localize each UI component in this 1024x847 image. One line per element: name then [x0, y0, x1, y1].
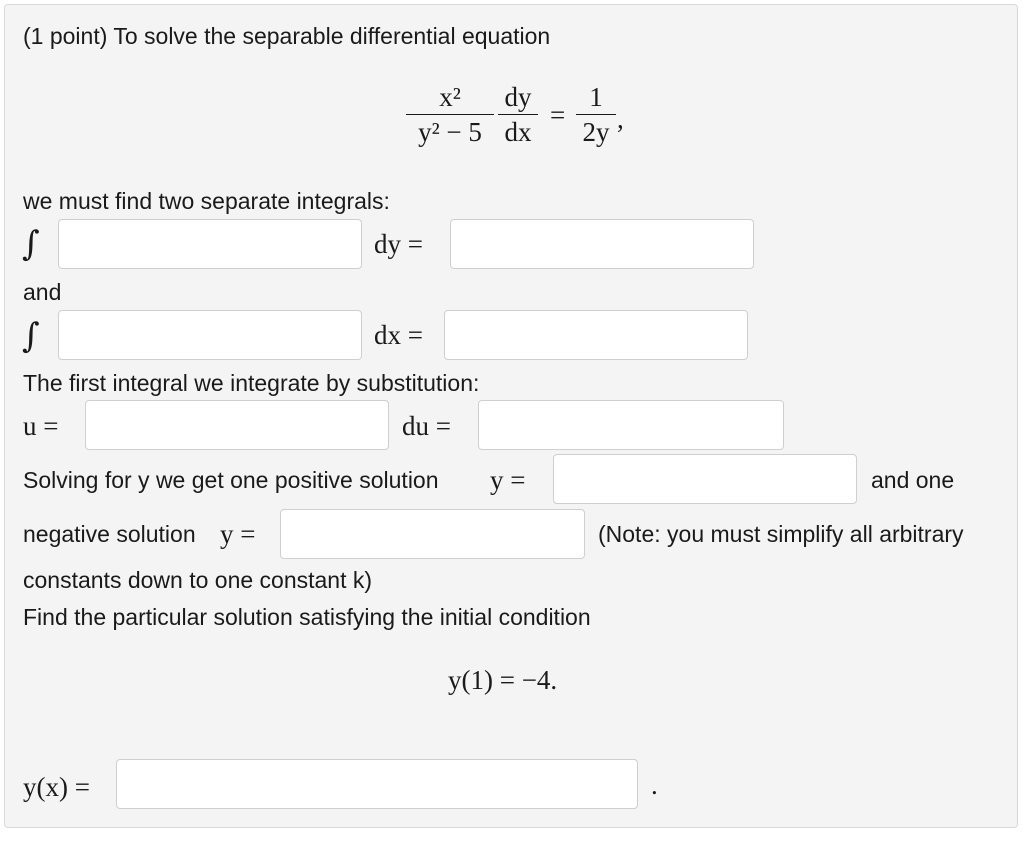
u-input[interactable]: [85, 400, 389, 450]
y-of-x-equals-label: y(x) =: [23, 772, 90, 802]
fraction-denominator: 2y: [582, 117, 610, 147]
constants-note: constants down to one constant k): [23, 567, 373, 593]
fraction-numerator: dy: [504, 82, 532, 112]
fraction-denominator: dx: [504, 117, 532, 147]
fraction-1-over-2y: [576, 82, 616, 147]
integral-x-result-input[interactable]: [444, 310, 748, 360]
fraction-numerator: x²: [439, 82, 461, 112]
equals-sign: =: [550, 100, 566, 130]
integral-sign-icon: ∫: [22, 224, 40, 264]
y-equals-label: y =: [220, 519, 256, 549]
negative-solution-label: negative solution: [23, 521, 196, 547]
y-equals-label: y =: [490, 465, 526, 495]
integrand-y-input[interactable]: [58, 219, 362, 269]
fraction-numerator: 1: [589, 82, 603, 112]
final-period: .: [651, 770, 658, 800]
fraction-bar: [498, 114, 538, 115]
note-text: (Note: you must simplify all arbitrary: [598, 521, 964, 547]
equation-comma: ,: [617, 104, 624, 134]
integrand-x-input[interactable]: [58, 310, 362, 360]
u-equals-label: u =: [23, 411, 59, 441]
dx-equals-label: dx =: [374, 320, 423, 350]
positive-solution-input[interactable]: [553, 454, 857, 504]
particular-solution-instruction: Find the particular solution satisfying the initial condition: [23, 604, 591, 630]
fraction-x2-over-y2-minus-5: [406, 82, 494, 147]
integral-sign-icon: ∫: [22, 316, 40, 356]
integrals-instruction: we must find two separate integrals:: [23, 188, 390, 214]
particular-solution-input[interactable]: [116, 759, 638, 809]
and-one-label: and one: [871, 467, 955, 493]
fraction-bar: [406, 114, 494, 115]
integral-y-result-input[interactable]: [450, 219, 754, 269]
fraction-bar: [576, 114, 616, 115]
dy-equals-label: dy =: [374, 229, 423, 259]
du-equals-label: du =: [402, 411, 451, 441]
substitution-instruction: The first integral we integrate by substitution:: [23, 370, 480, 396]
fraction-dy-over-dx: [498, 82, 538, 147]
problem-intro: (1 point) To solve the separable differential equation: [23, 23, 551, 49]
and-label: and: [23, 279, 62, 305]
solving-instruction: Solving for y we get one positive solution: [23, 467, 439, 493]
negative-solution-input[interactable]: [280, 509, 585, 559]
initial-condition: y(1) = −4.: [448, 665, 558, 695]
du-input[interactable]: [478, 400, 784, 450]
fraction-denominator: y² − 5: [418, 117, 482, 147]
